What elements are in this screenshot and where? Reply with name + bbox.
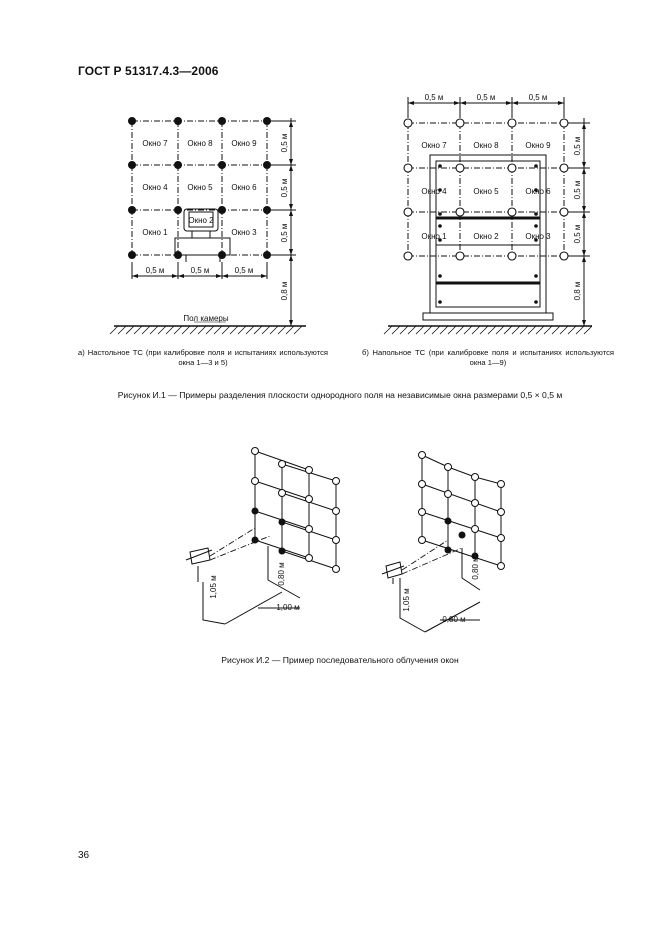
window-label: Окно 8 [473, 141, 499, 150]
width-dimension-label: 0,5 м [234, 266, 254, 275]
height-dimension-label: 0,5 м [573, 136, 582, 156]
height-dimension-label: 0,5 м [280, 133, 289, 153]
width-dimension-label: 0,5 м [476, 93, 496, 102]
figure1-panel-a-caption: а) Настольное ТС (при калибровке поля и испытаниях используются окна 1—3 и 5) [78, 348, 328, 367]
window-label: Окно 7 [142, 139, 168, 148]
floor-label: Пол камеры [183, 314, 229, 323]
window-height-label: 0,80 м [471, 556, 480, 580]
height-dimension-label: 0,5 м [573, 180, 582, 200]
figure1-panel-b-diagram [382, 92, 592, 338]
window-height-label: 0,80 м [277, 562, 286, 586]
height-dimension-label: 0,5 м [280, 223, 289, 243]
window-label: Окно 4 [142, 183, 168, 192]
window-label: Окно 4 [421, 187, 447, 196]
window-label: Окно 9 [231, 139, 257, 148]
width-dimension-label: 0,5 м [528, 93, 548, 102]
window-label: Окно 5 [473, 187, 499, 196]
window-label: Окно 2 [188, 216, 214, 225]
distance-label: 1,00 м [276, 603, 300, 612]
figure1-panel-a-diagram [108, 108, 308, 338]
window-label: Окно 9 [525, 141, 551, 150]
window-label: Окно 1 [421, 232, 447, 241]
height-dimension-label: 0,8 м [280, 281, 289, 301]
window-label: Окно 7 [421, 141, 447, 150]
figure2-diagram [176, 440, 536, 652]
width-dimension-label: 0,5 м [145, 266, 165, 275]
window-label: Окно 5 [187, 183, 213, 192]
window-label: Окно 6 [231, 183, 257, 192]
window-label: Окно 2 [473, 232, 499, 241]
window-label: Окно 3 [231, 228, 257, 237]
height-dimension-label: 0,5 м [280, 178, 289, 198]
height-label: 1,05 м [402, 588, 411, 612]
width-dimension-label: 0,5 м [190, 266, 210, 275]
height-dimension-label: 0,5 м [573, 224, 582, 244]
figure1-caption: Рисунок И.1 — Примеры разделения плоскости однородного поля на независимые окна размерами 0,5 × 0,5 м [117, 390, 563, 400]
window-label: Окно 1 [142, 228, 168, 237]
distance-label: 0,80 м [442, 615, 466, 624]
window-label: Окно 8 [187, 139, 213, 148]
figure2-caption: Рисунок И.2 — Пример последовательного облучения окон [221, 655, 459, 665]
window-label: Окно 6 [525, 187, 551, 196]
document-header: ГОСТ Р 51317.4.3—2006 [78, 64, 219, 78]
page-number: 36 [78, 850, 90, 861]
figure1-panel-b-caption: б) Напольное ТС (при калибровке поля и испытаниях используются окна 1—9) [362, 348, 614, 367]
window-label: Окно 3 [525, 232, 551, 241]
height-dimension-label: 0,8 м [573, 281, 582, 301]
width-dimension-label: 0,5 м [424, 93, 444, 102]
height-label: 1,05 м [209, 575, 218, 599]
